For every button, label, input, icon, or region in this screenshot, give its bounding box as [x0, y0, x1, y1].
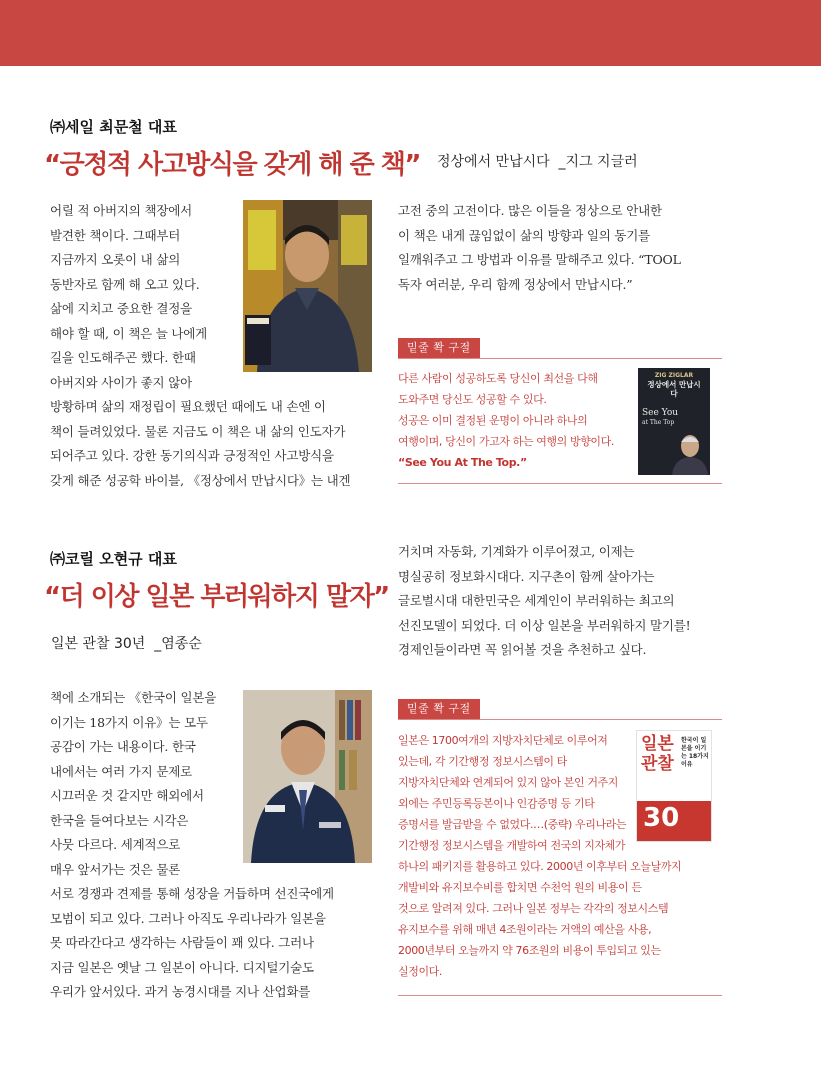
body-line: 이기는 18가지 이유》는 모두	[50, 714, 208, 730]
quote-line: 증명서를 발급받을 수 없었다.…(중략) 우리나라는	[398, 818, 627, 831]
body-line: 시끄러운 것 같지만 해외에서	[50, 788, 204, 803]
quote-line: 성공은 이미 결정된 운명이 아니라 하나의	[398, 414, 588, 427]
book-cover-author: ZIG ZIGLAR	[654, 372, 694, 379]
body-line: 명실공히 정보화시대다. 지구촌이 함께 살아가는	[398, 568, 655, 584]
quote-line: 외에는 주민등록등본이나 인감증명 등 기타	[398, 797, 595, 810]
section1-author: ㈜세일 최문철 대표	[50, 118, 177, 136]
body-line: 되어주고 있다. 강한 동기의식과 긍정적인 사고방식을	[50, 448, 334, 463]
quote-line: 기간행정 정보시스템을 개발하여 전국의 지자체가	[398, 839, 626, 852]
body-line: 일깨워주고 그 방법과 이유를 말해주고 있다. “TOOL	[398, 252, 681, 267]
body-line: 발견한 책이다. 그때부터	[50, 227, 181, 243]
quote-line: 하나의 패키지를 활용하고 있다. 2000년 이후부터 오늘날까지	[398, 860, 682, 873]
ceo-portrait-photo	[243, 690, 372, 863]
body-line: 글로벌시대 대한민국은 세계인이 부러워하는 최고의	[398, 593, 675, 608]
book-cover-portrait	[670, 430, 710, 475]
body-line: 책이 들려있었다. 물론 지금도 이 책은 내 삶의 인도자가	[50, 423, 346, 439]
body-line: 어릴 적 아버지의 책장에서	[50, 203, 192, 218]
ceo-portrait-photo	[243, 200, 372, 372]
body-line: 서로 경쟁과 견제를 통해 성장을 거듭하며 선진국에게	[50, 886, 334, 901]
book-cover-title-2: 관찰	[641, 754, 674, 774]
book-cover-subtitle: 한국이 일본을 이기는 18가지 이유	[681, 737, 709, 768]
section2-headline: “더 이상 일본 부러워하지 말자”	[44, 582, 389, 612]
quote-line: 여행이며, 당신이 가고자 하는 여행의 방향이다.	[398, 435, 614, 448]
quote-line: 2000년부터 오늘까지 약 76조원의 비용이 투입되고 있는	[398, 944, 661, 957]
body-line: 한국을 들여다보는 시각은	[50, 812, 189, 828]
section1-book-title: 정상에서 만납시다 _지그 지글러	[437, 154, 638, 170]
book-cover-see-you-at-the-top	[638, 368, 710, 475]
body-line: 방황하며 삶의 재정립이 필요했던 때에도 내 손엔 이	[50, 399, 326, 414]
body-line: 모범이 되고 있다. 그러나 아직도 우리나라가 일본을	[50, 910, 326, 926]
quote-line: 있는데, 각 기간행정 정보시스템이 타	[398, 755, 567, 768]
quote-line: 도와주면 당신도 성공할 수 있다.	[398, 393, 547, 406]
body-line: 갖게 해준 성공학 바이블, 《정상에서 만납시다》는 내겐	[50, 472, 351, 488]
book-cover-number: 30	[643, 803, 680, 833]
book-cover-title-en-2: at The Top	[642, 419, 675, 426]
highlight-quote-tag: 밑줄 쫙 구절	[398, 338, 480, 358]
book-cover-title-en: See You	[642, 408, 679, 418]
body-line: 해야 할 때, 이 책은 늘 나에게	[50, 325, 208, 341]
body-line: 공감이 가는 내용이다. 한국	[50, 739, 196, 754]
section1-headline: “긍정적 사고방식을 갖게 해 준 책”	[44, 150, 420, 180]
body-line: 매우 앞서가는 것은 물론	[50, 861, 181, 877]
body-line: 선진모델이 되었다. 더 이상 일본을 부러워하지 말기를!	[398, 617, 691, 633]
quote-line: 지방자치단체와 연계되어 있지 않아 본인 거주지	[398, 776, 619, 789]
section2-book-title: 일본 관찰 30년 _염종순	[51, 636, 202, 652]
body-line: 아버지와 사이가 좋지 않아	[50, 374, 192, 390]
body-line: 우리가 앞서있다. 과거 농경시대를 지나 산업화를	[50, 984, 311, 999]
quote-divider	[398, 483, 722, 484]
body-line: 독자 여러분, 우리 함께 정상에서 만납시다.”	[398, 276, 633, 292]
quote-line: 일본은 1700여개의 지방자치단체로 이루어져	[398, 734, 608, 747]
body-line: 사뭇 다르다. 세계적으로	[50, 837, 181, 852]
quote-line: 개발비와 유지보수비를 합치면 수천억 원의 비용이 든	[398, 881, 642, 894]
quote-line: 것으로 알려져 있다. 그러나 일본 정부는 각각의 정보시스템	[398, 902, 669, 915]
book-cover-title: 일본	[641, 734, 674, 754]
body-line: 거치며 자동화, 기계화가 이루어졌고, 이제는	[398, 544, 635, 559]
body-line: 못 따라간다고 생각하는 사람들이 꽤 있다. 그러나	[50, 935, 314, 950]
body-line: 동반자로 함께 해 오고 있다.	[50, 276, 200, 292]
quote-line: 다른 사람이 성공하도록 당신이 최선을 다해	[398, 372, 598, 385]
book-cover-title: 정상에서 만납시다	[647, 380, 701, 398]
highlight-quote-tag: 밑줄 쫙 구절	[398, 699, 480, 719]
body-line: 경제인들이라면 꼭 읽어볼 것을 추천하고 싶다.	[398, 642, 647, 657]
body-line: 책에 소개되는 《한국이 일본을	[50, 690, 217, 705]
body-line: 지금 일본은 옛날 그 일본이 아니다. 디지털기술도	[50, 959, 314, 975]
quote-line: 실정이다.	[398, 965, 443, 978]
body-line: 길을 인도해주곤 했다. 한때	[50, 350, 196, 365]
section2-right-text	[398, 540, 691, 663]
quote-line-bold: “See You At The Top.”	[398, 456, 527, 469]
section2-author: ㈜코릴 오현규 대표	[50, 550, 177, 568]
body-line: 이 책은 내게 끊임없이 삶의 방향과 일의 동기를	[398, 227, 651, 243]
book-cover-japan-observation	[636, 730, 712, 842]
body-line: 삶에 지치고 중요한 결정을	[50, 301, 192, 316]
top-banner	[0, 0, 821, 66]
quote-divider	[398, 719, 722, 720]
quote-divider	[398, 358, 722, 359]
body-line: 지금까지 오롯이 내 삶의	[50, 252, 181, 267]
quote-divider	[398, 995, 722, 996]
body-line: 고전 중의 고전이다. 많은 이들을 정상으로 안내한	[398, 203, 662, 218]
section1-right-text	[398, 199, 681, 297]
quote-line: 유지보수를 위해 매년 4조원이라는 거액의 예산을 사용,	[398, 923, 652, 936]
section1-quote	[398, 368, 614, 473]
body-line: 내에서는 여러 가지 문제로	[50, 763, 192, 779]
